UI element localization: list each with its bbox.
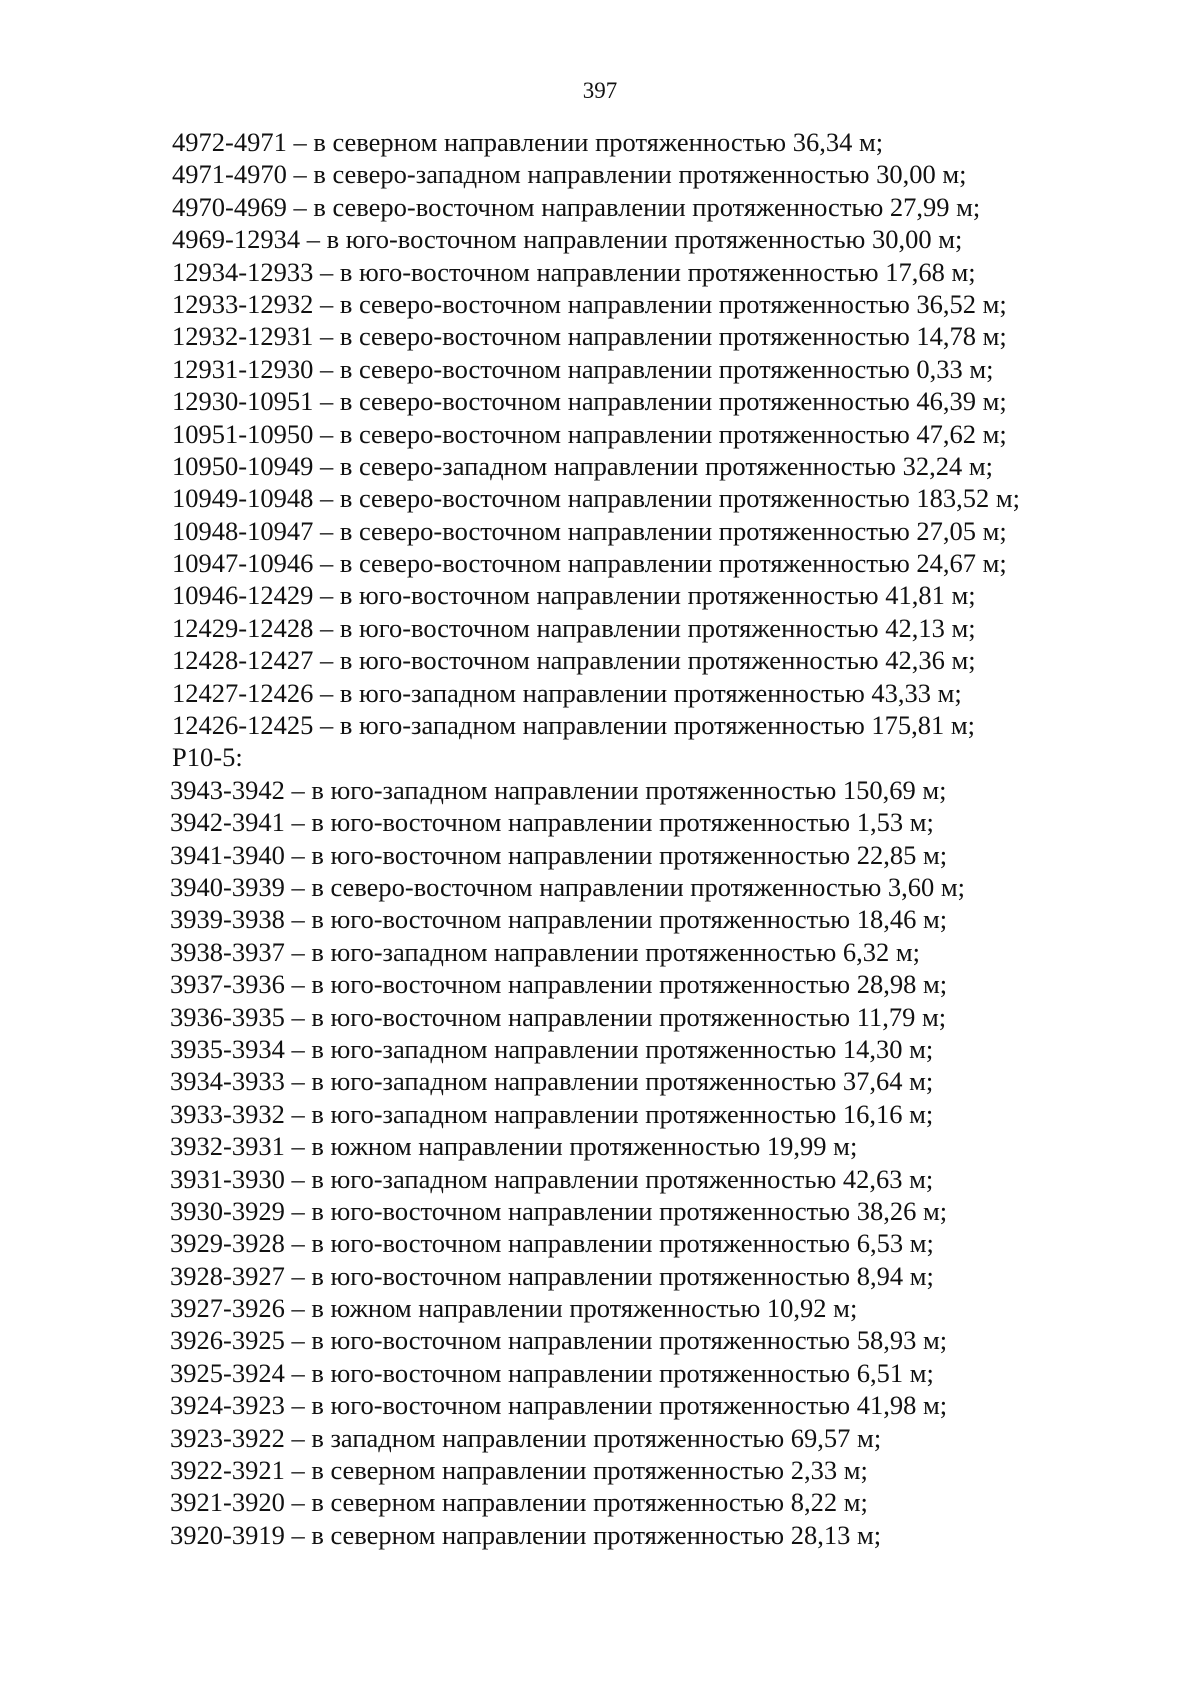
- boundary-line: 3927-3926 – в южном направлении протяженностью 10,92 м;: [170, 1293, 858, 1324]
- boundary-line: 3922-3921 – в северном направлении протяженностью 2,33 м;: [170, 1455, 868, 1486]
- page-number: 397: [582, 78, 618, 103]
- boundary-line: 3935-3934 – в юго-западном направлении протяженностью 14,30 м;: [170, 1033, 934, 1064]
- boundary-line: 12932-12931 – в северо-восточном направлении протяженностью 14,78 м;: [172, 321, 1007, 352]
- boundary-line: 12933-12932 – в северо-восточном направлении протяженностью 36,52 м;: [172, 288, 1007, 319]
- boundary-line: 12930-10951 – в северо-восточном направлении протяженностью 46,39 м;: [172, 386, 1007, 417]
- section-heading: Р10-5:: [172, 742, 243, 773]
- boundary-line: 10950-10949 – в северо-западном направлении протяженностью 32,24 м;: [172, 450, 993, 481]
- boundary-line: 3929-3928 – в юго-восточном направлении протяженностью 6,53 м;: [170, 1228, 934, 1259]
- boundary-line: 3937-3936 – в юго-восточном направлении протяженностью 28,98 м;: [170, 969, 948, 1000]
- boundary-line: 3932-3931 – в южном направлении протяженностью 19,99 м;: [170, 1131, 858, 1162]
- boundary-line: 3928-3927 – в юго-восточном направлении протяженностью 8,94 м;: [170, 1260, 934, 1291]
- boundary-line: 12426-12425 – в юго-западном направлении протяженностью 175,81 м;: [172, 710, 976, 741]
- boundary-line: 3924-3923 – в юго-восточном направлении протяженностью 41,98 м;: [170, 1390, 948, 1421]
- boundary-line: 10946-12429 – в юго-восточном направлении протяженностью 41,81 м;: [172, 580, 976, 611]
- boundary-line: 10949-10948 – в северо-восточном направлении протяженностью 183,52 м;: [172, 483, 1021, 514]
- boundary-line: 3933-3932 – в юго-западном направлении протяженностью 16,16 м;: [170, 1098, 934, 1129]
- boundary-line: 12428-12427 – в юго-восточном направлении протяженностью 42,36 м;: [172, 645, 976, 676]
- boundary-line: 10947-10946 – в северо-восточном направлении протяженностью 24,67 м;: [172, 548, 1007, 579]
- boundary-line: 3941-3940 – в юго-восточном направлении протяженностью 22,85 м;: [170, 839, 948, 870]
- boundary-line: 3923-3922 – в западном направлении протяженностью 69,57 м;: [170, 1422, 882, 1453]
- boundary-line: 12934-12933 – в юго-восточном направлении протяженностью 17,68 м;: [172, 256, 976, 287]
- boundary-line: 10948-10947 – в северо-восточном направлении протяженностью 27,05 м;: [172, 515, 1007, 546]
- boundary-line: 12427-12426 – в юго-западном направлении протяженностью 43,33 м;: [172, 677, 962, 708]
- boundary-line: 12429-12428 – в юго-восточном направлении протяженностью 42,13 м;: [172, 612, 976, 643]
- boundary-line: 3934-3933 – в юго-западном направлении протяженностью 37,64 м;: [170, 1066, 934, 1097]
- boundary-line: 4972-4971 – в северном направлении протяженностью 36,34 м;: [172, 127, 884, 157]
- boundary-line: 3930-3929 – в юго-восточном направлении протяженностью 38,26 м;: [170, 1195, 948, 1226]
- boundary-line: 4971-4970 – в северо-западном направлении протяженностью 30,00 м;: [172, 159, 967, 190]
- document-body: [172, 126, 1132, 1551]
- boundary-line: 3942-3941 – в юго-восточном направлении протяженностью 1,53 м;: [170, 807, 934, 838]
- boundary-line: 4969-12934 – в юго-восточном направлении протяженностью 30,00 м;: [172, 224, 963, 255]
- boundary-line: 3936-3935 – в юго-восточном направлении протяженностью 11,79 м;: [170, 1001, 947, 1032]
- boundary-line: 3940-3939 – в северо-восточном направлении протяженностью 3,60 м;: [170, 871, 966, 902]
- boundary-line: 3925-3924 – в юго-восточном направлении протяженностью 6,51 м;: [170, 1357, 934, 1388]
- boundary-line: 3939-3938 – в юго-восточном направлении протяженностью 18,46 м;: [170, 904, 948, 935]
- boundary-line: 3931-3930 – в юго-западном направлении протяженностью 42,63 м;: [170, 1163, 934, 1194]
- boundary-line: 10951-10950 – в северо-восточном направлении протяженностью 47,62 м;: [172, 418, 1007, 449]
- boundary-line: 3926-3925 – в юго-восточном направлении протяженностью 58,93 м;: [170, 1325, 948, 1356]
- boundary-line: 3938-3937 – в юго-западном направлении протяженностью 6,32 м;: [170, 936, 921, 967]
- boundary-line: 12931-12930 – в северо-восточном направлении протяженностью 0,33 м;: [172, 353, 994, 384]
- boundary-line: 3943-3942 – в юго-западном направлении протяженностью 150,69 м;: [170, 774, 947, 805]
- boundary-line: 3921-3920 – в северном направлении протяженностью 8,22 м;: [170, 1487, 868, 1518]
- boundary-line: 4970-4969 – в северо-восточном направлении протяженностью 27,99 м;: [172, 191, 981, 222]
- boundary-line: 3920-3919 – в северном направлении протяженностью 28,13 м;: [170, 1519, 882, 1550]
